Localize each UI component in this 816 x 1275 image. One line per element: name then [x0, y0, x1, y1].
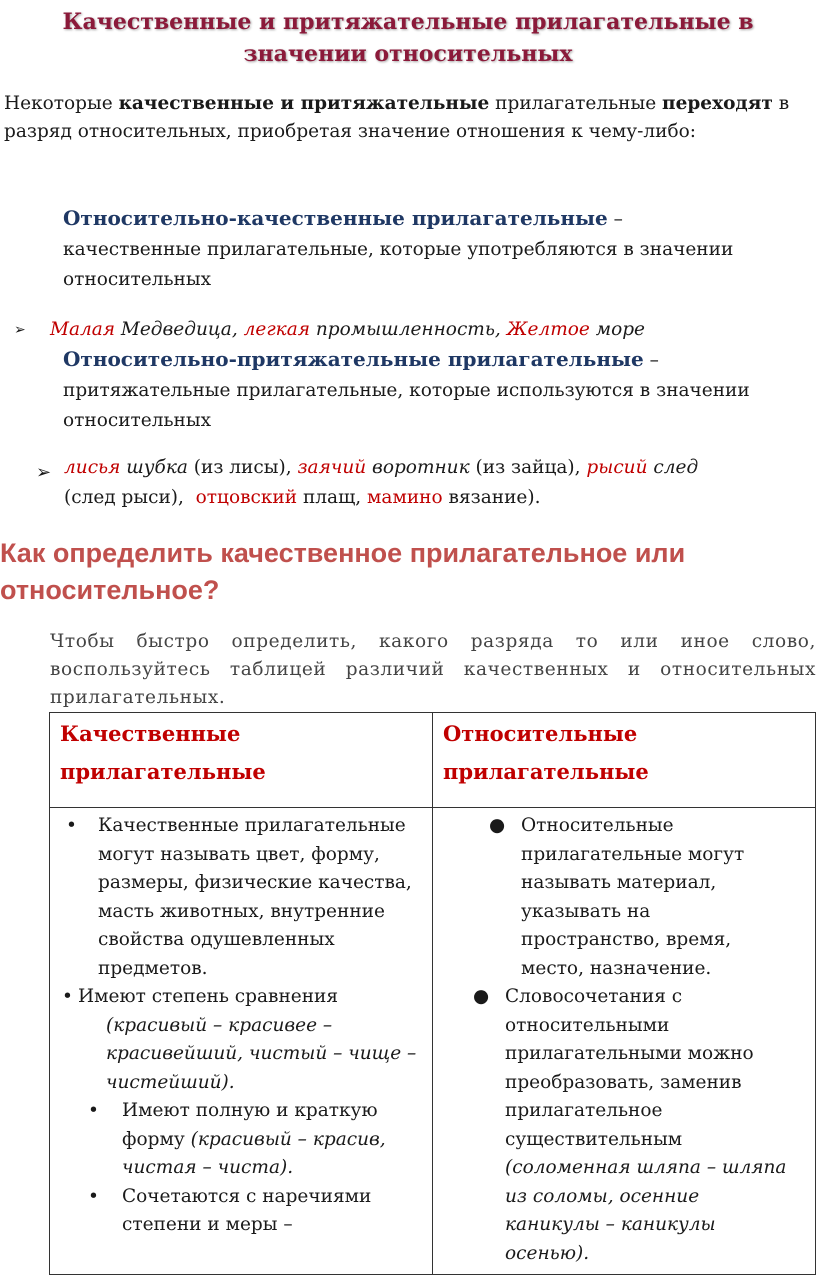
definition-text: притяжательные прилагательные, которые используются в значении относительных [63, 380, 750, 431]
arrow-bullet-icon: ➢ [14, 322, 26, 338]
intro-text: в разряд относительных, приобретая значение отношения к чему-либо: [4, 93, 790, 142]
definition-text: качественные прилагательные, которые употребляются в значении относительных [63, 239, 734, 290]
table-cell-qualitative [50, 808, 433, 1275]
example-text: (из лисы), [187, 457, 298, 478]
example-text: (след рыси), [64, 487, 196, 508]
list-item-main: Имеют степень сравнения [78, 986, 339, 1007]
table-header-qualitative: Качественные прилагательные [50, 713, 433, 808]
list-item [489, 812, 795, 983]
example-text: промышленность, [310, 319, 507, 340]
definition-term: Относительно-притяжательные прилагательные [63, 347, 644, 371]
title-line-2: значении относительных [243, 41, 573, 67]
definition-dash: – [607, 209, 623, 230]
list-item [66, 812, 426, 983]
list-item-text [78, 983, 426, 1097]
definition-relative-possessive [63, 344, 803, 436]
example-text: плащ, [297, 487, 368, 508]
bullet-icon: • [88, 1100, 99, 1121]
bullet-icon: • [66, 815, 77, 836]
list-item-text [122, 1097, 426, 1183]
list-item [62, 983, 426, 1097]
example-text: шубка [120, 457, 188, 478]
example-text: воротник [366, 457, 470, 478]
example-word: легкая [243, 319, 310, 340]
definition-term: Относительно-качественные прилагательные [63, 206, 608, 230]
definition-relative-qualitative [63, 203, 803, 295]
list-item-example: (красивый – красив, чистая – чиста). [122, 1128, 386, 1178]
section-heading: Как определить качественное прилагательное или относительное? [0, 538, 686, 605]
example-text: вязание). [442, 487, 541, 508]
table-header-relative: Относительные прилагательные [433, 713, 816, 808]
list-item-text: Сочетаются с наречиями степени и меры – [122, 1185, 372, 1235]
arrow-bullet-icon: ➢ [36, 462, 52, 483]
example-line [64, 453, 804, 513]
list-item [473, 983, 795, 1268]
list-item-text: Относительные прилагательные могут называть материал, указывать на пространство, время, место, назначение. [521, 815, 745, 979]
example-word: заячий [297, 457, 367, 478]
page-title [0, 6, 816, 70]
bullet-icon: ● [489, 815, 506, 836]
list-item-main: Имеют полную и краткую форму [122, 1100, 378, 1150]
example-word: Желтое [506, 319, 590, 340]
bullet-icon: • [88, 1185, 99, 1207]
list-item-example: (красивый – красивее – красивейший, чистый – чище – чистейший). [106, 1014, 417, 1093]
comparison-table [49, 712, 816, 1275]
intro-text: прилагательные [489, 93, 663, 114]
example-text: (из зайца), [469, 457, 587, 478]
example-word: рысий [586, 457, 648, 478]
table-cell-relative [433, 808, 816, 1275]
intro-bold: качественные и притяжательные [118, 93, 490, 114]
intro-bold: переходят [662, 93, 773, 114]
list-item-main: Словосочетания с относительными прилагательными можно преобразовать, заменив прилагательное существительным [505, 986, 754, 1150]
title-line-1: Качественные и притяжательные прилагательные в [62, 9, 754, 35]
table-row [50, 808, 816, 1275]
example-text: Медведица, [115, 319, 244, 340]
intro-text: Некоторые [4, 93, 119, 114]
list-item [88, 1097, 426, 1183]
example-word: мамино [367, 487, 443, 508]
definition-dash: – [643, 350, 659, 371]
list-item-text: Качественные прилагательные могут называть цвет, форму, размеры, физические качества, масть животных, внутренние свойства одушевленных предметов. [98, 815, 412, 979]
list-item [88, 1183, 426, 1240]
example-word: отцовский [195, 487, 298, 508]
bullet-icon: • [62, 986, 73, 1007]
intro-paragraph [4, 90, 812, 146]
table-header-row [50, 713, 816, 808]
list-item-example: (соломенная шляпа – шляпа из соломы, осенние каникулы – каникулы осенью). [505, 1157, 787, 1264]
example-word: Малая [50, 319, 116, 340]
example-text: море [589, 319, 645, 340]
example-text: след [647, 457, 699, 478]
bullet-icon: ● [473, 986, 490, 1007]
example-word: лисья [64, 457, 121, 478]
list-item-text [505, 983, 795, 1268]
section-paragraph: Чтобы быстро определить, какого разряда то или иное слово, воспользуйтесь таблицей различий качественных и относительных прилагательных. [50, 631, 816, 708]
example-line [50, 315, 645, 345]
